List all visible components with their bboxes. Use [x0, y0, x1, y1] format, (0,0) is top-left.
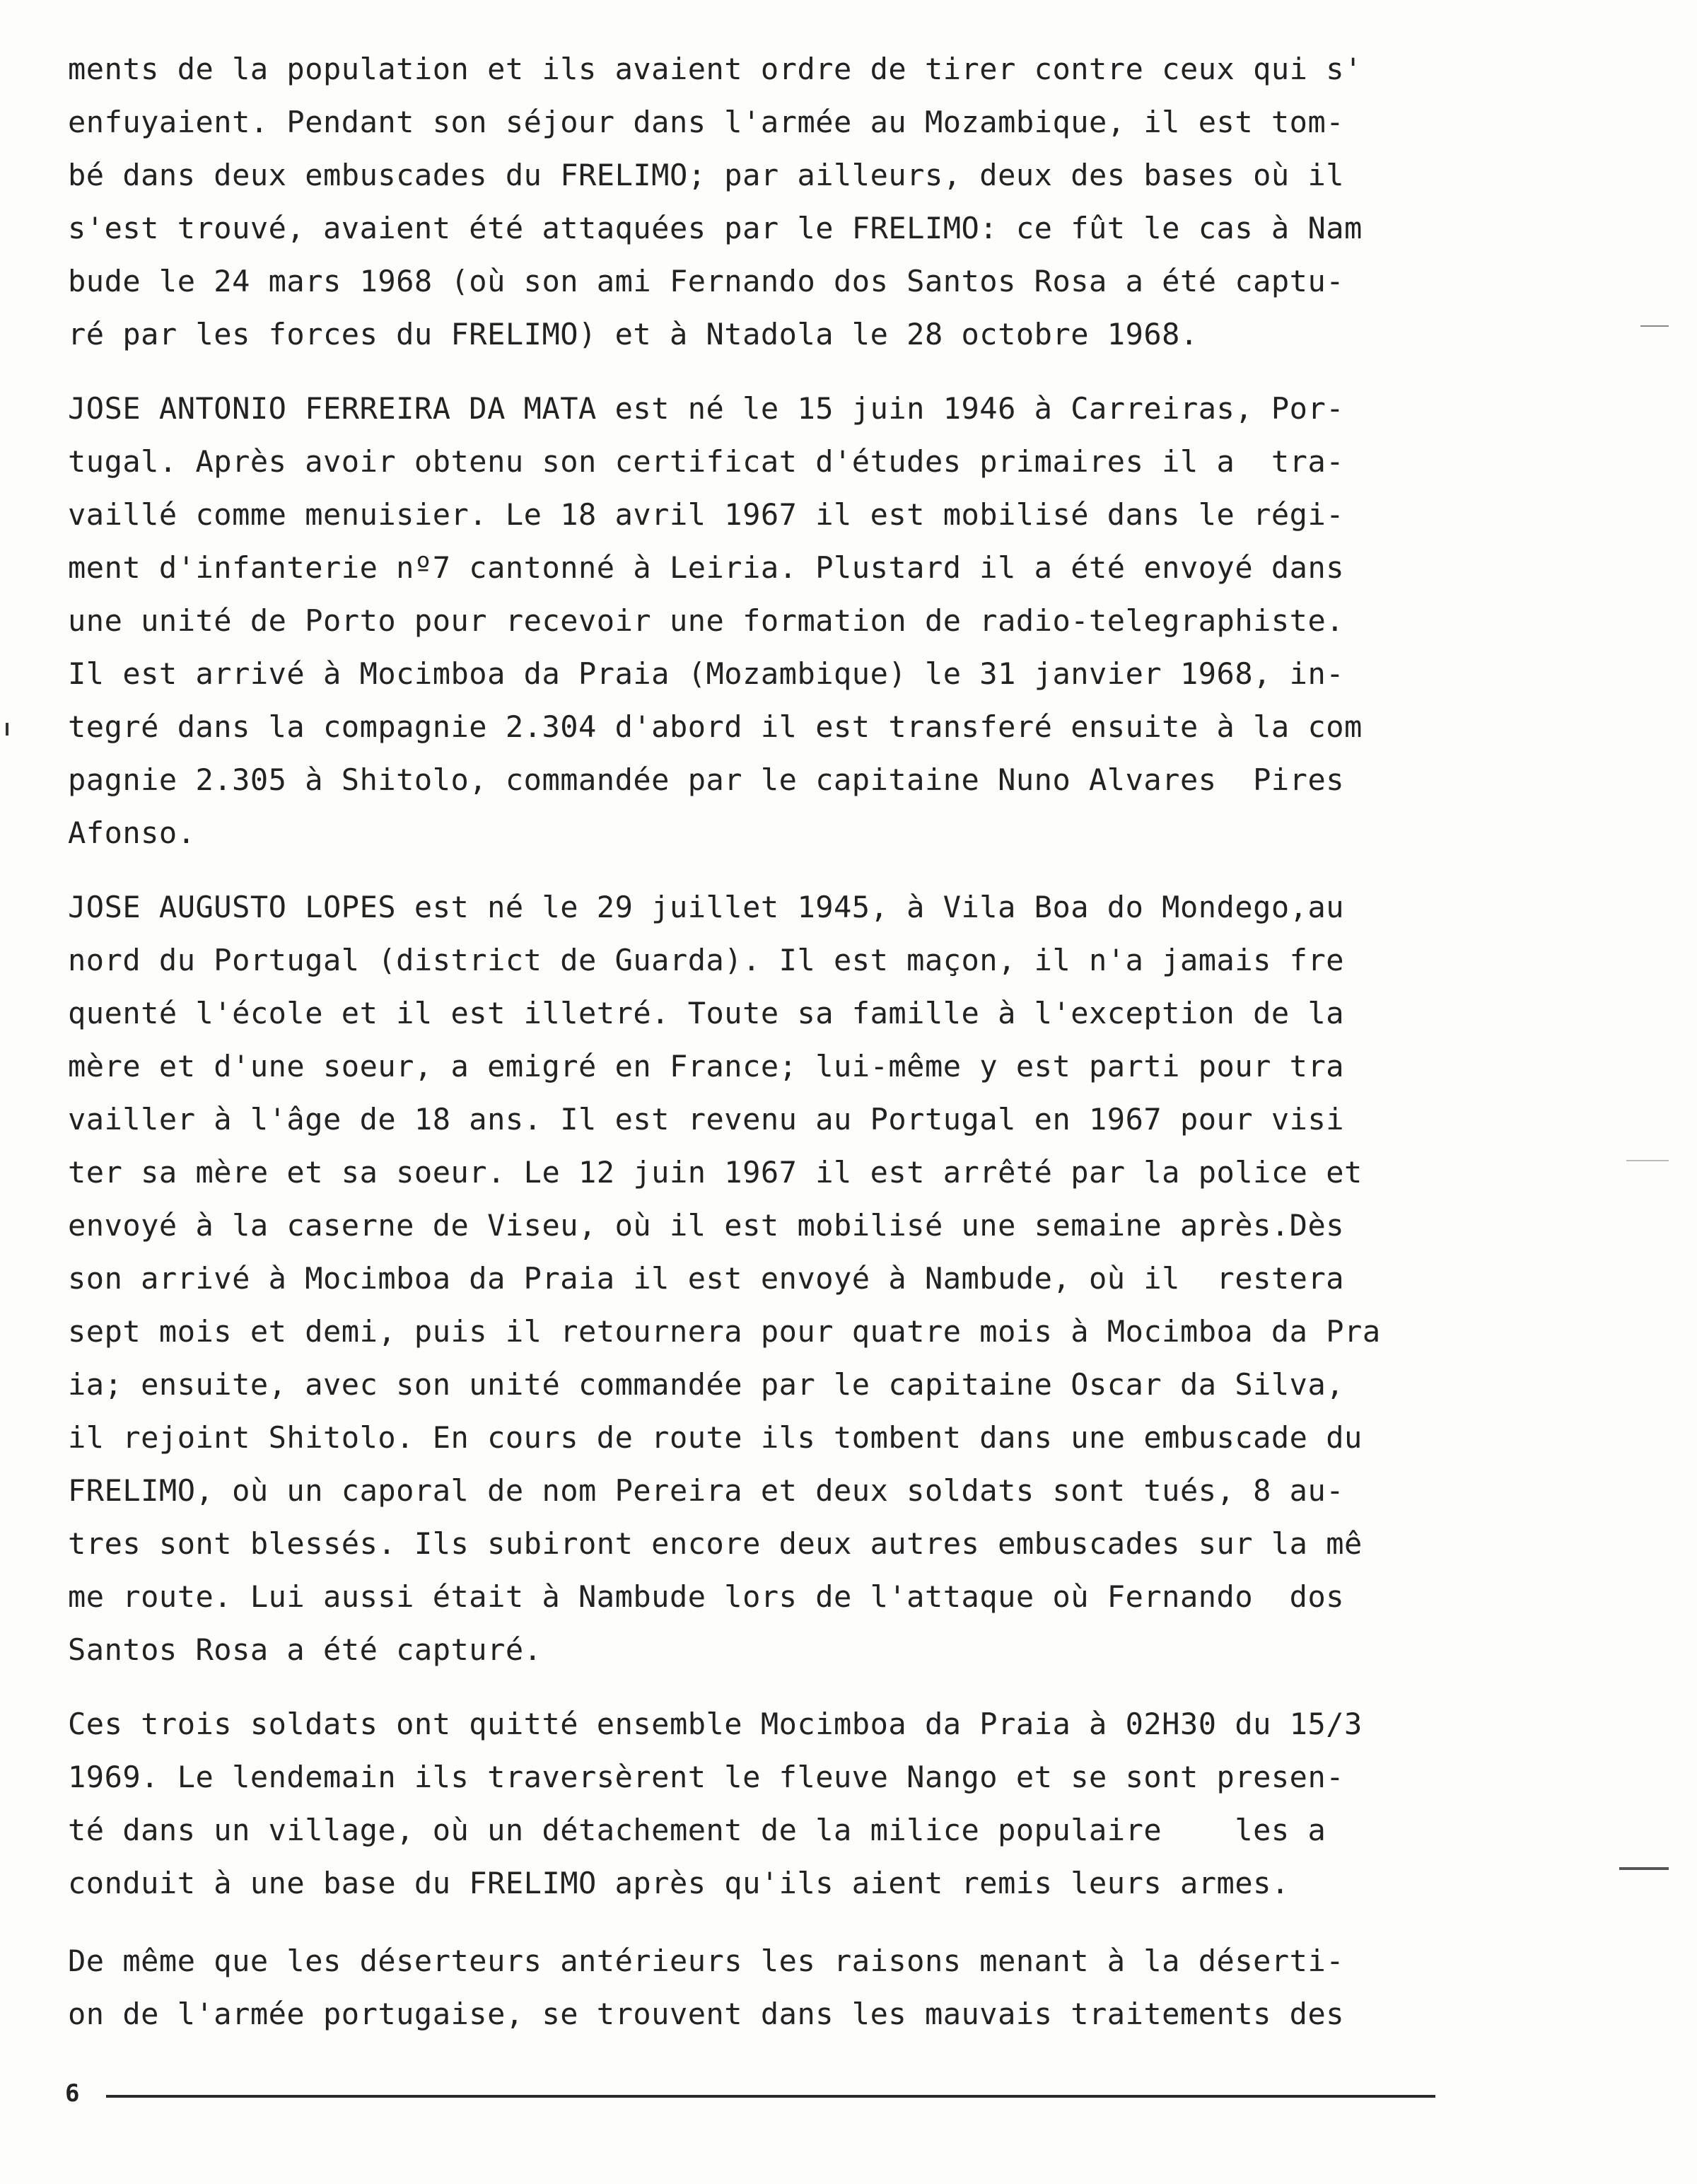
text-line: De même que les déserteurs antérieurs les raisons menant à la déserti-	[68, 1944, 1345, 1978]
paragraph-jose-antonio-ferreira-da-mata	[68, 382, 1447, 859]
text-line: Santos Rosa a été capturé.	[68, 1632, 542, 1667]
text-line: ter sa mère et sa soeur. Le 12 juin 1967 il est arrêté par la police et	[68, 1155, 1363, 1190]
paragraph-continuation	[68, 42, 1447, 361]
text-line: envoyé à la caserne de Viseu, où il est mobilisé une semaine après.Dès	[68, 1208, 1345, 1243]
text-line: tres sont blessés. Ils subiront encore deux autres embuscades sur la mê	[68, 1526, 1363, 1561]
text-line: Afonso.	[68, 815, 196, 850]
margin-mark	[1619, 1867, 1669, 1870]
text-line: sept mois et demi, puis il retournera pour quatre mois à Mocimboa da Pra	[68, 1314, 1381, 1349]
footer-rule	[106, 2095, 1435, 2098]
text-line: pagnie 2.305 à Shitolo, commandée par le capitaine Nuno Alvares Pires	[68, 762, 1345, 797]
text-line: Ces trois soldats ont quitté ensemble Mocimboa da Praia à 02H30 du 15/3	[68, 1707, 1363, 1741]
text-line: bude le 24 mars 1968 (où son ami Fernando dos Santos Rosa a été captu-	[68, 264, 1345, 298]
text-line: Il est arrivé à Mocimboa da Praia (Mozambique) le 31 janvier 1968, in-	[68, 656, 1345, 691]
text-line: ment d'infanterie nº7 cantonné à Leiria. Plustard il a été envoyé dans	[68, 550, 1345, 585]
text-line: ia; ensuite, avec son unité commandée par le capitaine Oscar da Silva,	[68, 1367, 1345, 1402]
text-line: enfuyaient. Pendant son séjour dans l'armée au Mozambique, il est tom-	[68, 105, 1345, 139]
text-line: il rejoint Shitolo. En cours de route ils tombent dans une embuscade du	[68, 1420, 1363, 1455]
text-line: bé dans deux embuscades du FRELIMO; par ailleurs, deux des bases où il	[68, 158, 1345, 192]
text-line: vailler à l'âge de 18 ans. Il est revenu au Portugal en 1967 pour visi	[68, 1102, 1345, 1137]
margin-mark	[1626, 1160, 1669, 1161]
text-line: JOSE AUGUSTO LOPES est né le 29 juillet 1945, à Vila Boa do Mondego,au	[68, 890, 1345, 924]
text-line: une unité de Porto pour recevoir une formation de radio-telegraphiste.	[68, 603, 1345, 638]
margin-mark	[6, 723, 8, 736]
text-line: me route. Lui aussi était à Nambude lors de l'attaque où Fernando dos	[68, 1579, 1345, 1614]
text-line: son arrivé à Mocimboa da Praia il est envoyé à Nambude, où il restera	[68, 1261, 1345, 1296]
text-line: tegré dans la compagnie 2.304 d'abord il est transferé ensuite à la com	[68, 709, 1363, 744]
text-line: ments de la population et ils avaient ordre de tirer contre ceux qui s'	[68, 52, 1363, 86]
text-line: on de l'armée portugaise, se trouvent dans les mauvais traitements des	[68, 1997, 1345, 2031]
margin-mark	[1640, 325, 1669, 327]
text-line: JOSE ANTONIO FERREIRA DA MATA est né le 15 juin 1946 à Carreiras, Por-	[68, 391, 1345, 426]
text-line: vaillé comme menuisier. Le 18 avril 1967 il est mobilisé dans le régi-	[68, 497, 1345, 532]
text-line: tugal. Après avoir obtenu son certificat d'études primaires il a tra-	[68, 444, 1345, 479]
text-line: nord du Portugal (district de Guarda). Il est maçon, il n'a jamais fre	[68, 943, 1345, 977]
text-line: 1969. Le lendemain ils traversèrent le fleuve Nango et se sont presen-	[68, 1760, 1345, 1794]
paragraph-jose-augusto-lopes	[68, 881, 1447, 1676]
paragraph-reasons	[68, 1934, 1447, 2040]
text-line: quenté l'école et il est illetré. Toute sa famille à l'exception de la	[68, 996, 1345, 1030]
paragraph-desertion	[68, 1697, 1447, 1910]
text-line: ré par les forces du FRELIMO) et à Ntadola le 28 octobre 1968.	[68, 317, 1199, 352]
text-line: conduit à une base du FRELIMO après qu'ils aient remis leurs armes.	[68, 1866, 1290, 1900]
text-line: mère et d'une soeur, a emigré en France; lui-même y est parti pour tra	[68, 1049, 1345, 1084]
text-line: té dans un village, où un détachement de la milice populaire les a	[68, 1813, 1326, 1847]
text-line: s'est trouvé, avaient été attaquées par le FRELIMO: ce fût le cas à Nam	[68, 211, 1363, 245]
page-number: 6	[65, 2079, 80, 2108]
text-line: FRELIMO, où un caporal de nom Pereira et deux soldats sont tués, 8 au-	[68, 1473, 1345, 1508]
